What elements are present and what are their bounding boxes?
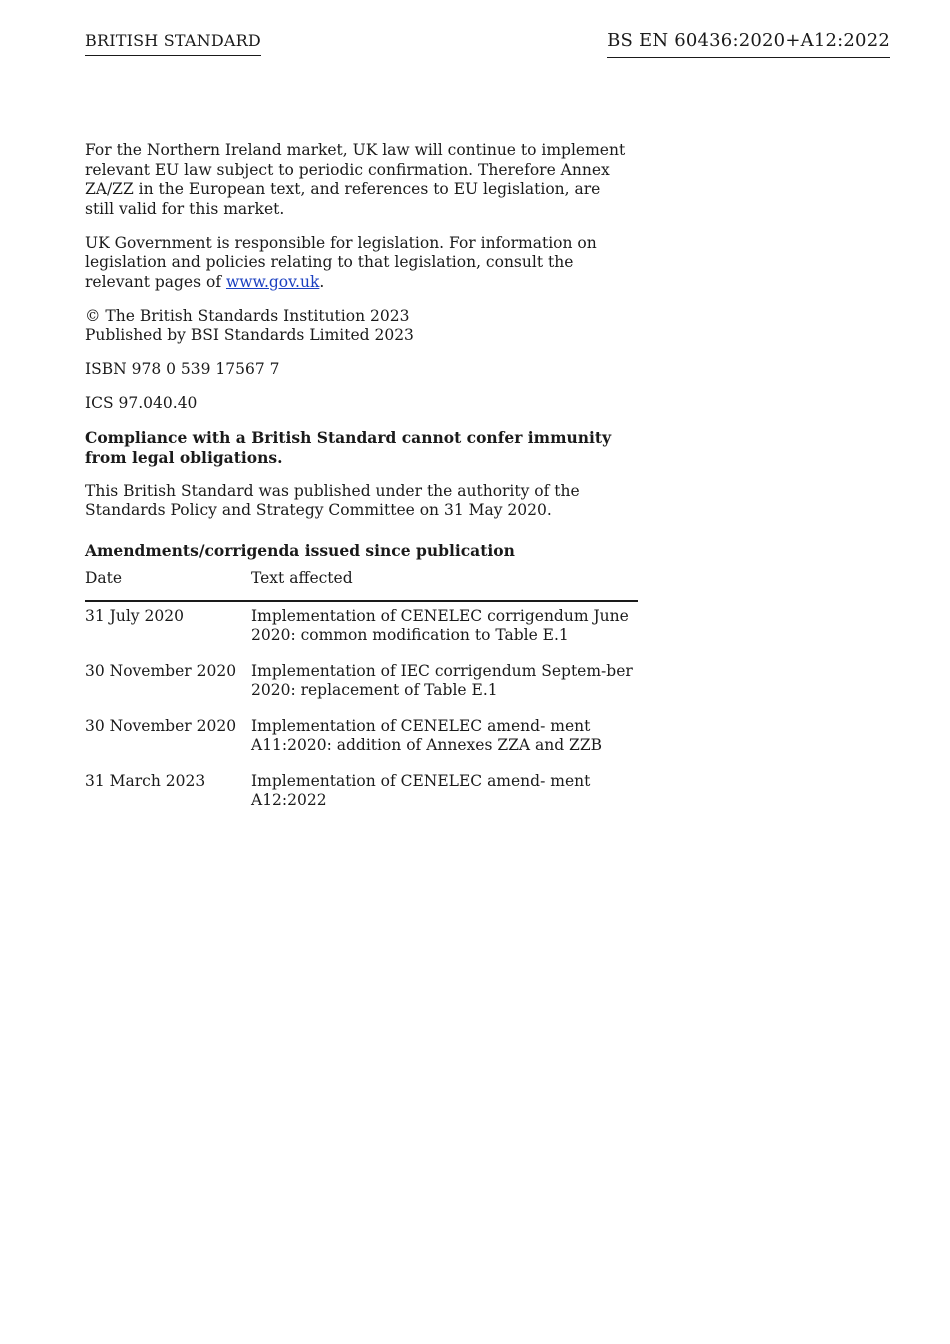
amendments-header-row: [85, 569, 638, 601]
uk-government-text: UK Government is responsible for legislation. For information on legislation and policies relating to that legislation, consult the relevant pages of: [85, 233, 597, 291]
northern-ireland-paragraph: For the Northern Ireland market, UK law will continue to implement relevant EU law subject to periodic confirmation. Therefore Annex ZA/ZZ in the European text, and references to EU legislation, are still valid for this market.: [85, 141, 626, 218]
compliance-statement: Compliance with a British Standard cannot confer immunity from legal obligations.: [85, 428, 612, 467]
header-standard-number: BS EN 60436:2020+A12:2022: [607, 30, 890, 58]
amendment-text: Implementation of IEC corrigendum Septem-ber 2020: replacement of Table E.1: [251, 661, 633, 699]
copyright-block: [85, 307, 638, 346]
amendments-heading: Amendments/corrigenda issued since publication: [85, 540, 515, 560]
copyright-line: © The British Standards Institution 2023: [85, 306, 410, 325]
gov-uk-link[interactable]: www.gov.uk: [225, 272, 320, 291]
table-row: [85, 601, 638, 662]
main-content: [85, 141, 638, 827]
amendment-text: Implementation of CENELEC amend- ment A12:2022: [251, 771, 591, 809]
authority-paragraph: This British Standard was published under the authority of the Standards Policy and Strategy Committee on 31 May 2020.: [85, 481, 580, 519]
amendment-date: 31 July 2020: [85, 606, 184, 625]
amendment-date: 31 March 2023: [85, 771, 206, 790]
table-row: [85, 662, 638, 717]
ics-line: ICS 97.040.40: [85, 394, 198, 412]
amendment-text: Implementation of CENELEC amend- ment A11:2020: addition of Annexes ZZA and ZZB: [251, 716, 602, 754]
uk-government-suffix: .: [319, 272, 325, 291]
amendments-table: [85, 569, 638, 827]
header-standard-label: BRITISH STANDARD: [85, 31, 261, 56]
table-row: [85, 772, 638, 827]
column-header-date: Date: [85, 569, 251, 601]
amendment-text: Implementation of CENELEC corrigendum June 2020: common modification to Table E.1: [251, 606, 629, 644]
amendment-date: 30 November 2020: [85, 716, 237, 735]
uk-government-paragraph: [85, 234, 630, 293]
published-line: Published by BSI Standards Limited 2023: [85, 326, 414, 344]
amendment-date: 30 November 2020: [85, 661, 237, 680]
column-header-text-affected: Text affected: [251, 569, 638, 601]
table-row: [85, 717, 638, 772]
isbn-line: ISBN 978 0 539 17567 7: [85, 360, 280, 378]
